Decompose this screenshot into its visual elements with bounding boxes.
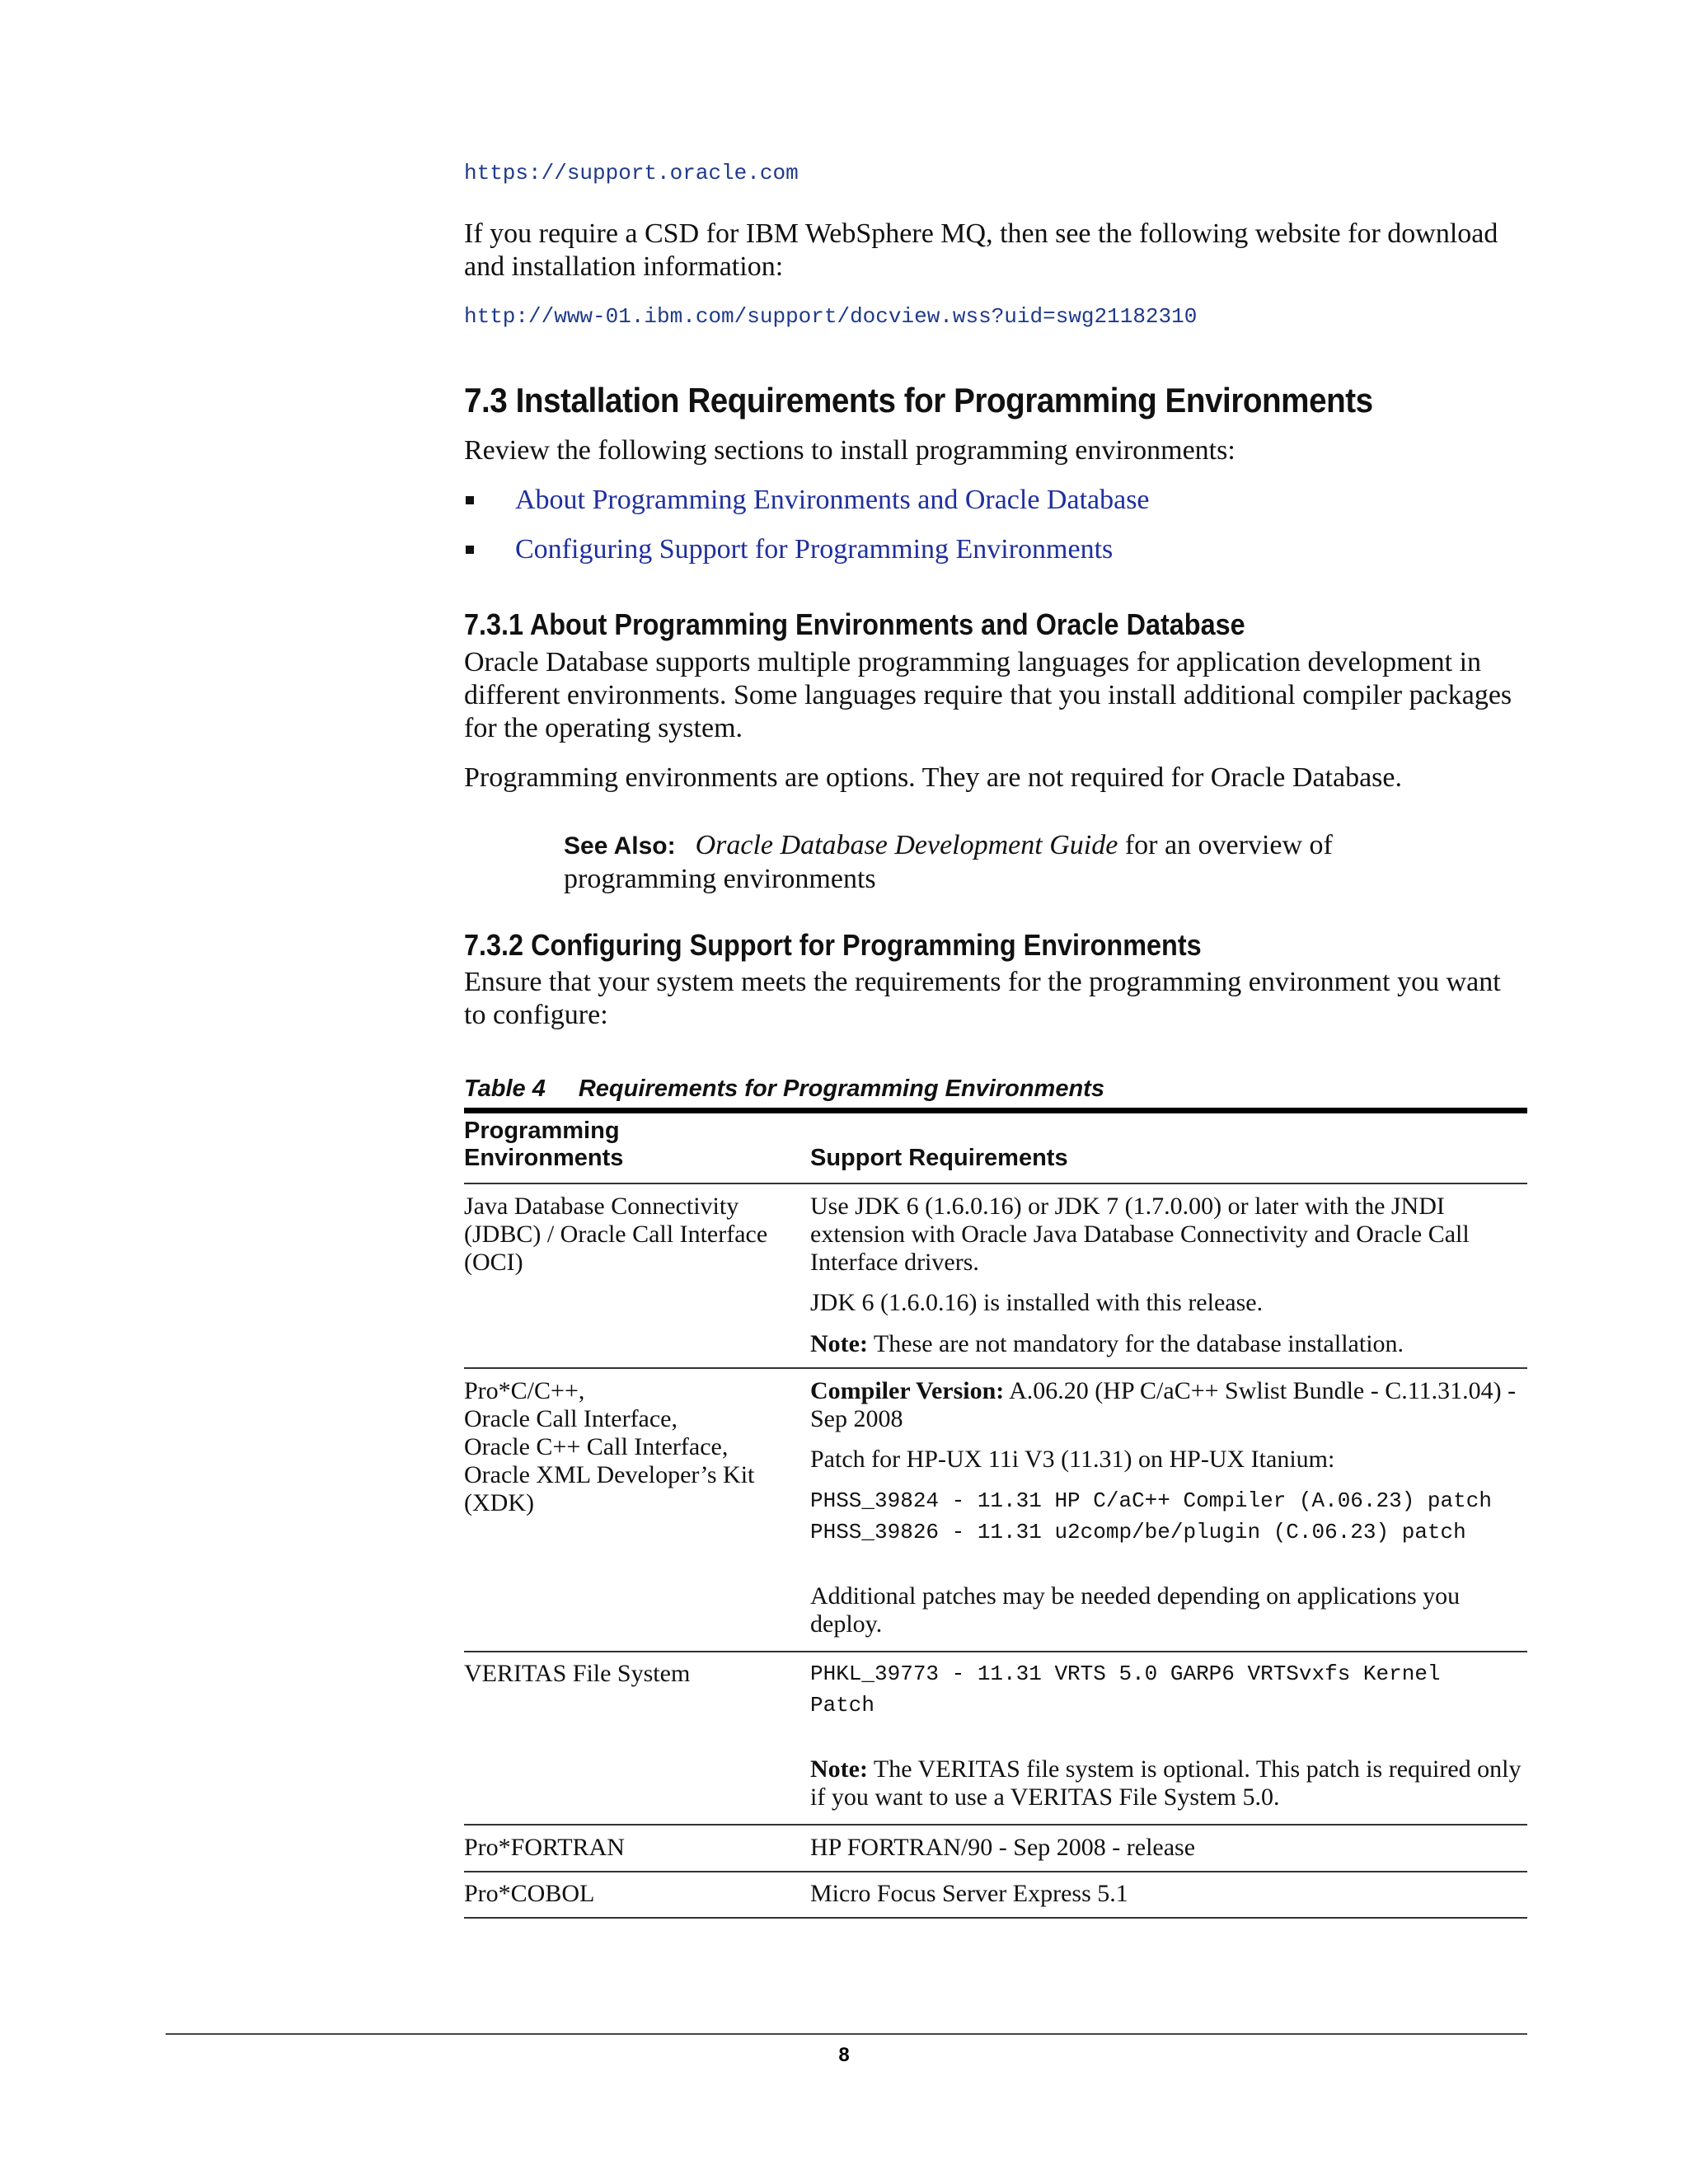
row-veritas-environment: VERITAS File System: [464, 1660, 691, 1687]
row-proc-patch-code-1: PHSS_39824 - 11.31 HP C/aC++ Compiler (A.06.23) patch: [810, 1488, 1492, 1513]
note-label: Note:: [810, 1330, 868, 1357]
row-fortran-requirement: HP FORTRAN/90 - Sep 2008 - release: [810, 1834, 1196, 1861]
section-7-3-heading: 7.3 Installation Requirements for Programming Environments: [464, 381, 1373, 419]
page-number: 8: [838, 2044, 850, 2066]
table-top-rule: [464, 1108, 1527, 1113]
note-text: These are not mandatory for the database installation.: [867, 1330, 1404, 1357]
see-also-note: [564, 829, 1470, 896]
row-jdbc-note: [810, 1330, 1527, 1358]
table-header-rule: [464, 1183, 1527, 1184]
section-7-3-2-intro: Ensure that your system meets the requirements for the programming environment you want to configure:: [464, 967, 1501, 1030]
row-veritas-patch-code-2: Patch: [810, 1693, 875, 1718]
section-7-3-1-heading: 7.3.1 About Programming Environments and Oracle Database: [464, 607, 1245, 641]
row-veritas-note: [810, 1755, 1527, 1811]
env-line: Pro*C/C++,: [464, 1377, 585, 1404]
compiler-text: A.06.20 (HP C/aC++ Swlist Bundle - C.11.31.04) - Sep 2008: [810, 1377, 1517, 1432]
row-proc-patch-code-2: PHSS_39826 - 11.31 u2comp/be/plugin (C.06.23) patch: [810, 1520, 1466, 1544]
table-row-rule: [464, 1367, 1527, 1369]
table-header-environments: Programming Environments: [464, 1118, 624, 1171]
note-text: The VERITAS file system is optional. This patch is required only if you want to use a VERITAS File System 5.0.: [810, 1755, 1522, 1811]
compiler-label: Compiler Version:: [810, 1377, 1005, 1404]
ibm-support-link[interactable]: http://www-01.ibm.com/support/docview.wss?uid=swg21182310: [464, 304, 1198, 329]
link-about-programming-environments[interactable]: About Programming Environments and Oracle Database: [515, 485, 1150, 515]
bullet-item-about: [464, 484, 1150, 517]
row-proc-patch-intro: Patch for HP-UX 11i V3 (11.31) on HP-UX Itanium:: [810, 1446, 1335, 1473]
csd-paragraph: If you require a CSD for IBM WebSphere MQ, then see the following website for download and installation information:: [464, 218, 1498, 282]
row-proc-environment: [464, 1377, 794, 1517]
bullet-square-icon: [466, 496, 474, 504]
section-7-3-1-para1: Oracle Database supports multiple programming languages for application development in different environments. Some languages require that you install additional compiler packages for the operating system.: [464, 647, 1512, 743]
oracle-support-link[interactable]: https://support.oracle.com: [464, 161, 799, 185]
table-bottom-rule: [464, 1917, 1527, 1919]
footer-rule: [166, 2033, 1527, 2035]
table-row-rule: [464, 1824, 1527, 1825]
table-caption-number: Table 4: [464, 1076, 546, 1102]
section-7-3-1-para2: Programming environments are options. They are not required for Oracle Database.: [464, 762, 1402, 793]
table-header-requirements: Support Requirements: [810, 1145, 1068, 1171]
table-caption: [464, 1076, 1104, 1103]
row-jdbc-requirement: Use JDK 6 (1.6.0.16) or JDK 7 (1.7.0.00) or later with the JNDI extension with Oracle Java Database Connectivity and Oracle Call Interface drivers.: [810, 1193, 1470, 1276]
row-proc-compiler: [810, 1377, 1527, 1433]
row-proc-additional: Additional patches may be needed depending on applications you deploy.: [810, 1582, 1461, 1638]
bullet-square-icon: [466, 546, 474, 554]
table-row-rule: [464, 1651, 1527, 1652]
table-row-rule: [464, 1871, 1527, 1872]
bullet-item-configuring: [464, 533, 1113, 566]
env-line: Oracle C++ Call Interface,: [464, 1433, 729, 1460]
env-line: Oracle Call Interface,: [464, 1405, 678, 1432]
row-veritas-patch-code-1: PHKL_39773 - 11.31 VRTS 5.0 GARP6 VRTSvxfs Kernel: [810, 1661, 1441, 1686]
row-jdbc-environment: Java Database Connectivity (JDBC) / Oracle Call Interface (OCI): [464, 1193, 768, 1276]
row-fortran-environment: Pro*FORTRAN: [464, 1834, 625, 1861]
note-label: Note:: [810, 1755, 868, 1783]
see-also-text: for an overview of programming environments: [564, 830, 1333, 894]
env-line: Oracle XML Developer’s Kit (XDK): [464, 1461, 755, 1516]
see-also-guide-title: Oracle Database Development Guide: [695, 830, 1118, 860]
see-also-label: See Also:: [564, 832, 676, 860]
table-caption-title: Requirements for Programming Environments: [578, 1076, 1104, 1102]
section-7-3-2-heading: 7.3.2 Configuring Support for Programming Environments: [464, 928, 1202, 962]
row-cobol-environment: Pro*COBOL: [464, 1880, 595, 1907]
link-configuring-support[interactable]: Configuring Support for Programming Environments: [515, 534, 1114, 565]
section-7-3-intro: Review the following sections to install programming environments:: [464, 435, 1236, 466]
row-cobol-requirement: Micro Focus Server Express 5.1: [810, 1880, 1128, 1907]
row-jdbc-installed-note: JDK 6 (1.6.0.16) is installed with this release.: [810, 1289, 1264, 1316]
